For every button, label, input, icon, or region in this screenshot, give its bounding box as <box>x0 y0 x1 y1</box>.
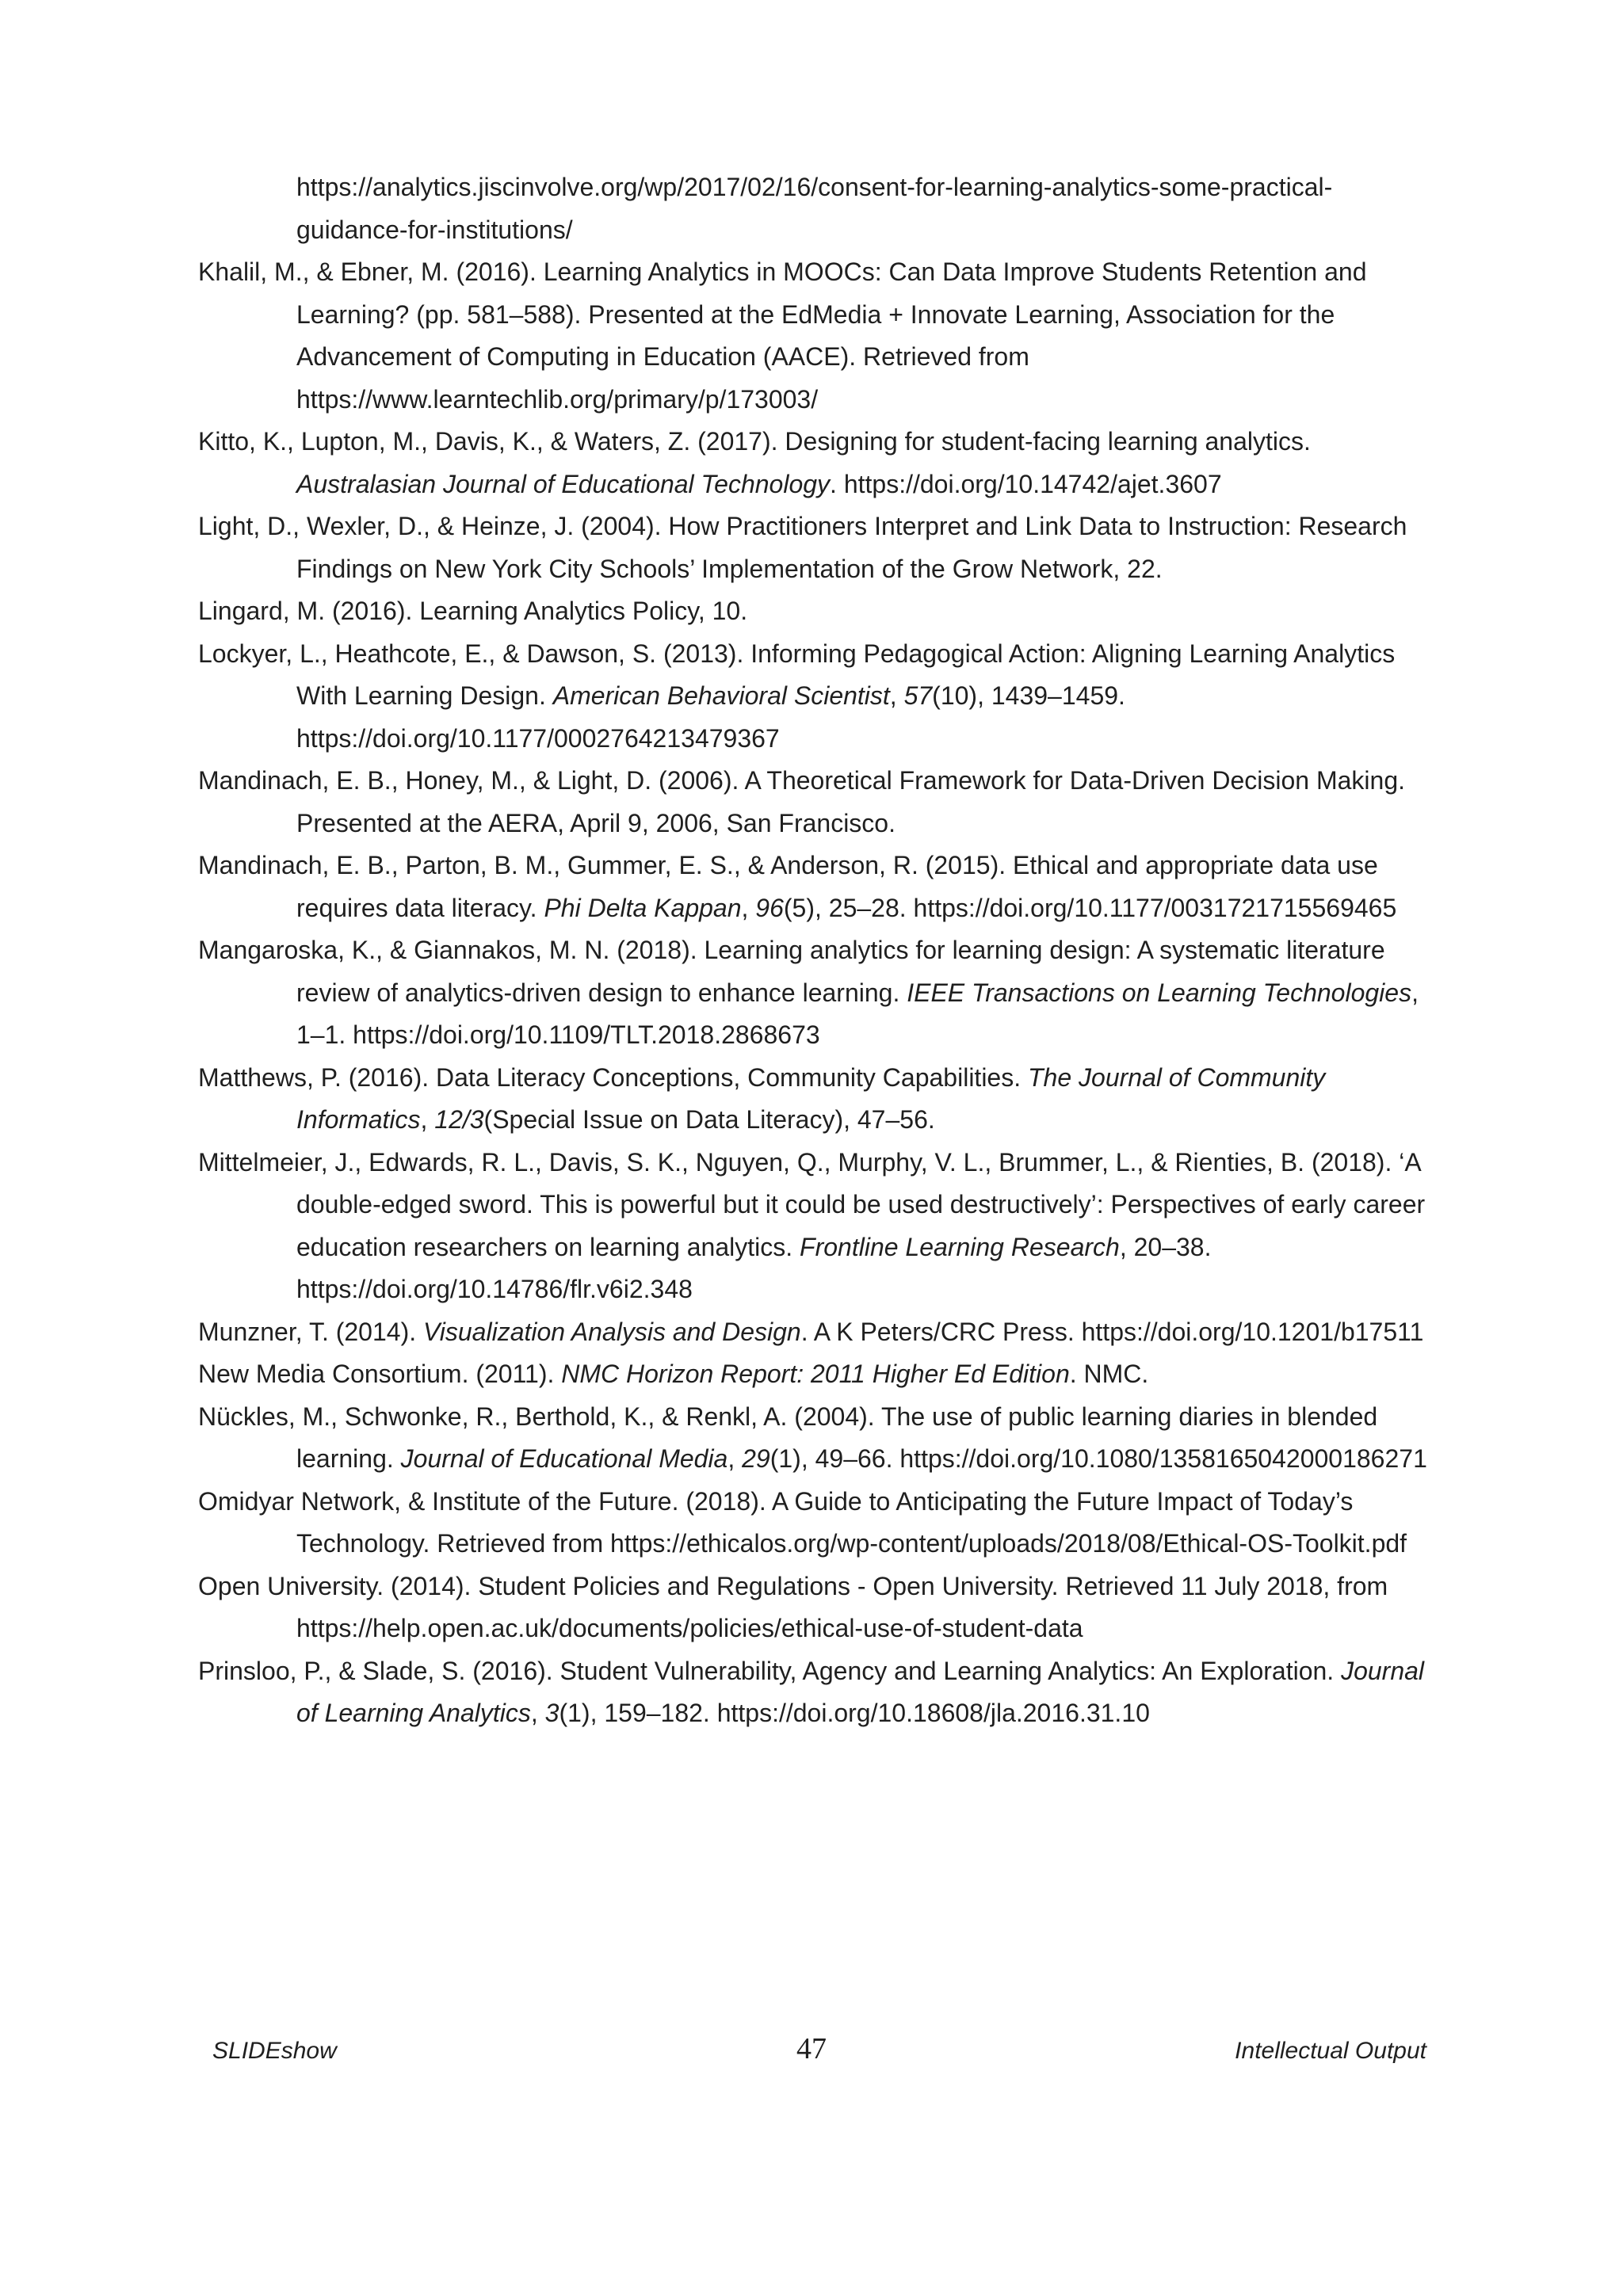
reference-italic-text: Frontline Learning Research <box>800 1232 1120 1261</box>
reference-italic-text: Visualization Analysis and Design <box>423 1317 801 1346</box>
reference-text: , <box>741 893 756 922</box>
reference-italic-text: Journal of Learning Analytics <box>296 1656 1431 1727</box>
reference-italic-text: 3 <box>544 1699 559 1727</box>
reference-list <box>198 166 1434 1735</box>
reference-text: Mandinach, E. B., Honey, M., & Light, D. (2006). A Theoretical Framework for Data-Driven Decision Making. Presented at the AERA, April 9, 2006, San Francisco. <box>198 766 1412 837</box>
reference-entry <box>198 1566 1434 1650</box>
reference-text: Prinsloo, P., & Slade, S. (2016). Student Vulnerability, Agency and Learning Analytics: An Exploration. <box>198 1656 1342 1685</box>
reference-text: Mandinach, E. B., Parton, B. M., Gummer, E. S., & Anderson, R. (2015). Ethical and appropriate data use requires data literacy. <box>198 851 1385 922</box>
reference-text: Light, D., Wexler, D., & Heinze, J. (2004). How Practitioners Interpret and Link Data to Instruction: Research Findings on New York City Schools’ Implementation of the Grow Network, 22. <box>198 512 1415 583</box>
reference-text: https://analytics.jiscinvolve.org/wp/2017/02/16/consent-for-learning-analytics-some-practical-guidance-for-institutions/ <box>296 173 1333 244</box>
reference-italic-text: American Behavioral Scientist <box>552 681 890 710</box>
reference-entry <box>198 1057 1434 1142</box>
reference-text: , 20–38. https://doi.org/10.14786/flr.v6i2.348 <box>296 1232 1219 1303</box>
reference-text: . A K Peters/CRC Press. https://doi.org/10.1201/b17511 <box>800 1317 1424 1346</box>
reference-entry <box>198 633 1434 761</box>
reference-italic-text: 57 <box>903 681 933 710</box>
reference-text: , <box>727 1444 743 1473</box>
reference-italic-text: 96 <box>755 893 784 922</box>
reference-text: (1), 49–66. https://doi.org/10.1080/1358165042000186271 <box>769 1444 1427 1473</box>
reference-text: , <box>889 681 904 710</box>
reference-italic-text: Australasian Journal of Educational Technology <box>296 469 831 498</box>
reference-text: , <box>420 1105 435 1134</box>
reference-entry <box>198 1396 1434 1481</box>
reference-text: Nückles, M., Schwonke, R., Berthold, K., & Renkl, A. (2004). The use of public learning diaries in blended learning. <box>198 1402 1385 1473</box>
reference-text: Khalil, M., & Ebner, M. (2016). Learning Analytics in MOOCs: Can Data Improve Students Retention and Learning? (pp. 581–588). Presented at the EdMedia + Innovate Learning, Association for the Advancement of Computing in Education (AACE). Retrieved from https://www.learntechlib.org/primary/p/173003/ <box>198 257 1374 414</box>
reference-entry <box>198 251 1434 421</box>
reference-continuation <box>198 166 1434 251</box>
reference-italic-text: 29 <box>742 1444 770 1473</box>
page-number: 47 <box>796 2032 827 2065</box>
reference-italic-text: Phi Delta Kappan <box>544 893 742 922</box>
reference-text: Kitto, K., Lupton, M., Davis, K., & Waters, Z. (2017). Designing for student-facing learning analytics. <box>198 427 1318 456</box>
reference-italic-text: The Journal of Community Informatics <box>296 1062 1333 1134</box>
reference-entry <box>198 1311 1434 1354</box>
reference-entry <box>198 590 1434 633</box>
reference-italic-text: Journal of Educational Media <box>400 1444 728 1473</box>
reference-italic-text: 12/3 <box>434 1105 484 1134</box>
reference-text: Omidyar Network, & Institute of the Future. (2018). A Guide to Anticipating the Future Impact of Today’s Technology. Retrieved from https://ethicalos.org/wp-content/uploads/2018/08/Ethical-OS-Toolkit.pdf <box>198 1486 1407 1558</box>
reference-text: . https://doi.org/10.14742/ajet.3607 <box>830 469 1222 498</box>
reference-text: Lingard, M. (2016). Learning Analytics Policy, 10. <box>198 597 748 625</box>
reference-text: (5), 25–28. https://doi.org/10.1177/0031721715569465 <box>783 893 1397 922</box>
reference-entry <box>198 929 1434 1057</box>
footer-output-label: Intellectual Output <box>1235 2038 1426 2064</box>
reference-text: Open University. (2014). Student Policies and Regulations - Open University. Retrieved 11 July 2018, from https://help.open.ac.uk/documents/policies/ethical-use-of-student-data <box>198 1571 1396 1642</box>
reference-entry <box>198 1353 1434 1396</box>
reference-text: (1), 159–182. https://doi.org/10.18608/jla.2016.31.10 <box>559 1699 1150 1727</box>
reference-text: Munzner, T. (2014). <box>198 1317 423 1346</box>
reference-text: , 1–1. https://doi.org/10.1109/TLT.2018.2868673 <box>296 978 1426 1049</box>
reference-entry <box>198 845 1434 929</box>
reference-text: , <box>530 1699 545 1727</box>
reference-text: Mangaroska, K., & Giannakos, M. N. (2018). Learning analytics for learning design: A systematic literature review of analytics-driven design to enhance learning. <box>198 936 1392 1007</box>
reference-text: Lockyer, L., Heathcote, E., & Dawson, S. (2013). Informing Pedagogical Action: Aligning Learning Analytics With Learning Design. <box>198 639 1403 710</box>
reference-entry <box>198 1650 1434 1735</box>
reference-text: New Media Consortium. (2011). <box>198 1360 562 1388</box>
reference-entry <box>198 1142 1434 1311</box>
reference-entry <box>198 421 1434 505</box>
reference-text: . NMC. <box>1069 1360 1149 1388</box>
reference-text: Mittelmeier, J., Edwards, R. L., Davis, S. K., Nguyen, Q., Murphy, V. L., Brummer, L., & Rienties, B. (2018). ‘A double-edged sword. This is powerful but it could be used destructively’: Perspectives of early career education researchers on learning analytics. <box>198 1147 1433 1261</box>
reference-text: (Special Issue on Data Literacy), 47–56. <box>483 1105 935 1134</box>
reference-entry <box>198 505 1434 590</box>
reference-italic-text: NMC Horizon Report: 2011 Higher Ed Edition <box>561 1360 1070 1388</box>
reference-text: (10), 1439–1459. https://doi.org/10.1177/0002764213479367 <box>296 681 1132 753</box>
reference-entry <box>198 1481 1434 1566</box>
reference-text: Matthews, P. (2016). Data Literacy Conceptions, Community Capabilities. <box>198 1062 1028 1092</box>
reference-entry <box>198 760 1434 845</box>
footer-project-name: SLIDEshow <box>212 2038 337 2064</box>
reference-italic-text: IEEE Transactions on Learning Technologies <box>907 978 1412 1007</box>
